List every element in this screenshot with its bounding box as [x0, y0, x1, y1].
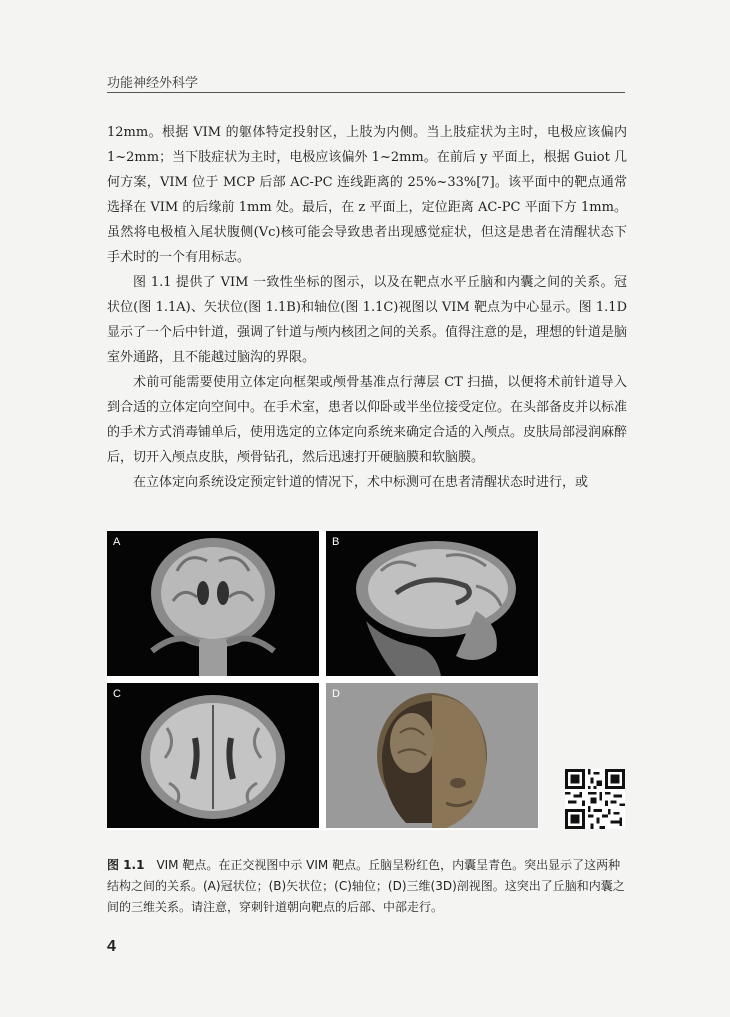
paragraph-2: 图 1.1 提供了 VIM 一致性坐标的图示，以及在靶点水平丘脑和内囊之间的关系。冠状位(图 1.1A)、矢状位(图 1.1B)和轴位(图 1.1C)视图以 VIM 靶点为中心显示。图 1.1D 显示了一个后中针道，强调了针道与颅内核团之间的关系。值得注意的是，理想的针道是脑室外通路，且不能越过脑沟的界限。 [107, 275, 628, 365]
paragraph-4: 在立体定向系统设定预定针道的情况下，术中标测可在患者清醒状态时进行，或 [133, 475, 589, 490]
sagittal-mri-image [326, 531, 538, 676]
body-text [107, 120, 627, 495]
panel-d-3d-cutaway [326, 683, 538, 828]
panel-label-a: A [113, 536, 121, 548]
running-title: 功能神经外科学 [107, 76, 199, 91]
panel-c-axial [107, 683, 319, 828]
paragraph-1: 12mm。根据 VIM 的躯体特定投射区，上肢为内侧。当上肢症状为主时，电极应该偏内 1~2mm；当下肢症状为主时，电极应该偏外 1~2mm。在前后 y 平面上，根据 Guiot 几何方案，VIM 位于 MCP 后部 AC-PC 连线距离的 25%~33%[7]。该平面中的靶点通常选择在 VIM 的后缘前 1mm 处。最后，在 z 平面上，定位距离 AC-PC 平面下方 1mm。虽然将电极植入尾状腹侧(Vc)核可能会导致患者出现感觉症状，但这是患者在清醒状态下手术时的一个有用标志。 [107, 125, 627, 265]
panel-label-d: D [332, 688, 340, 700]
paragraph-3: 术前可能需要使用立体定向框架或颅骨基准点行薄层 CT 扫描，以便将术前针道导入到合适的立体定向空间中。在手术室，患者以仰卧或半坐位接受定位。在头部备皮并以标准的手术方式消毒铺单后，使用选定的立体定向系统来确定合适的入颅点。皮肤局部浸润麻醉后，切开入颅点皮肤，颅骨钻孔，然后迅速打开硬脑膜和软脑膜。 [107, 375, 628, 465]
caption-figure-number: 图 1.1 [107, 858, 145, 872]
coronal-mri-image [107, 531, 319, 676]
axial-mri-image [107, 683, 319, 828]
figure-1-1 [107, 531, 539, 830]
page-number: 4 [107, 938, 116, 955]
qr-code-image[interactable] [565, 769, 625, 829]
caption-text: VIM 靶点。在正交视图中示 VIM 靶点。丘脑呈粉红色，内囊呈青色。突出显示了这两种结构之间的关系。(A)冠状位；(B)矢状位；(C)轴位；(D)三维(3D)剖视图。这突出了丘脑和内囊之间的三维关系。请注意，穿刺针道朝向靶点的后部、中部走行。 [107, 858, 625, 914]
header-rule [107, 92, 625, 93]
panel-label-c: C [113, 688, 121, 700]
3d-cutaway-image [326, 683, 538, 828]
panel-label-b: B [332, 536, 340, 548]
panel-a-coronal [107, 531, 319, 676]
panel-b-sagittal [326, 531, 538, 676]
figure-caption [107, 855, 627, 918]
